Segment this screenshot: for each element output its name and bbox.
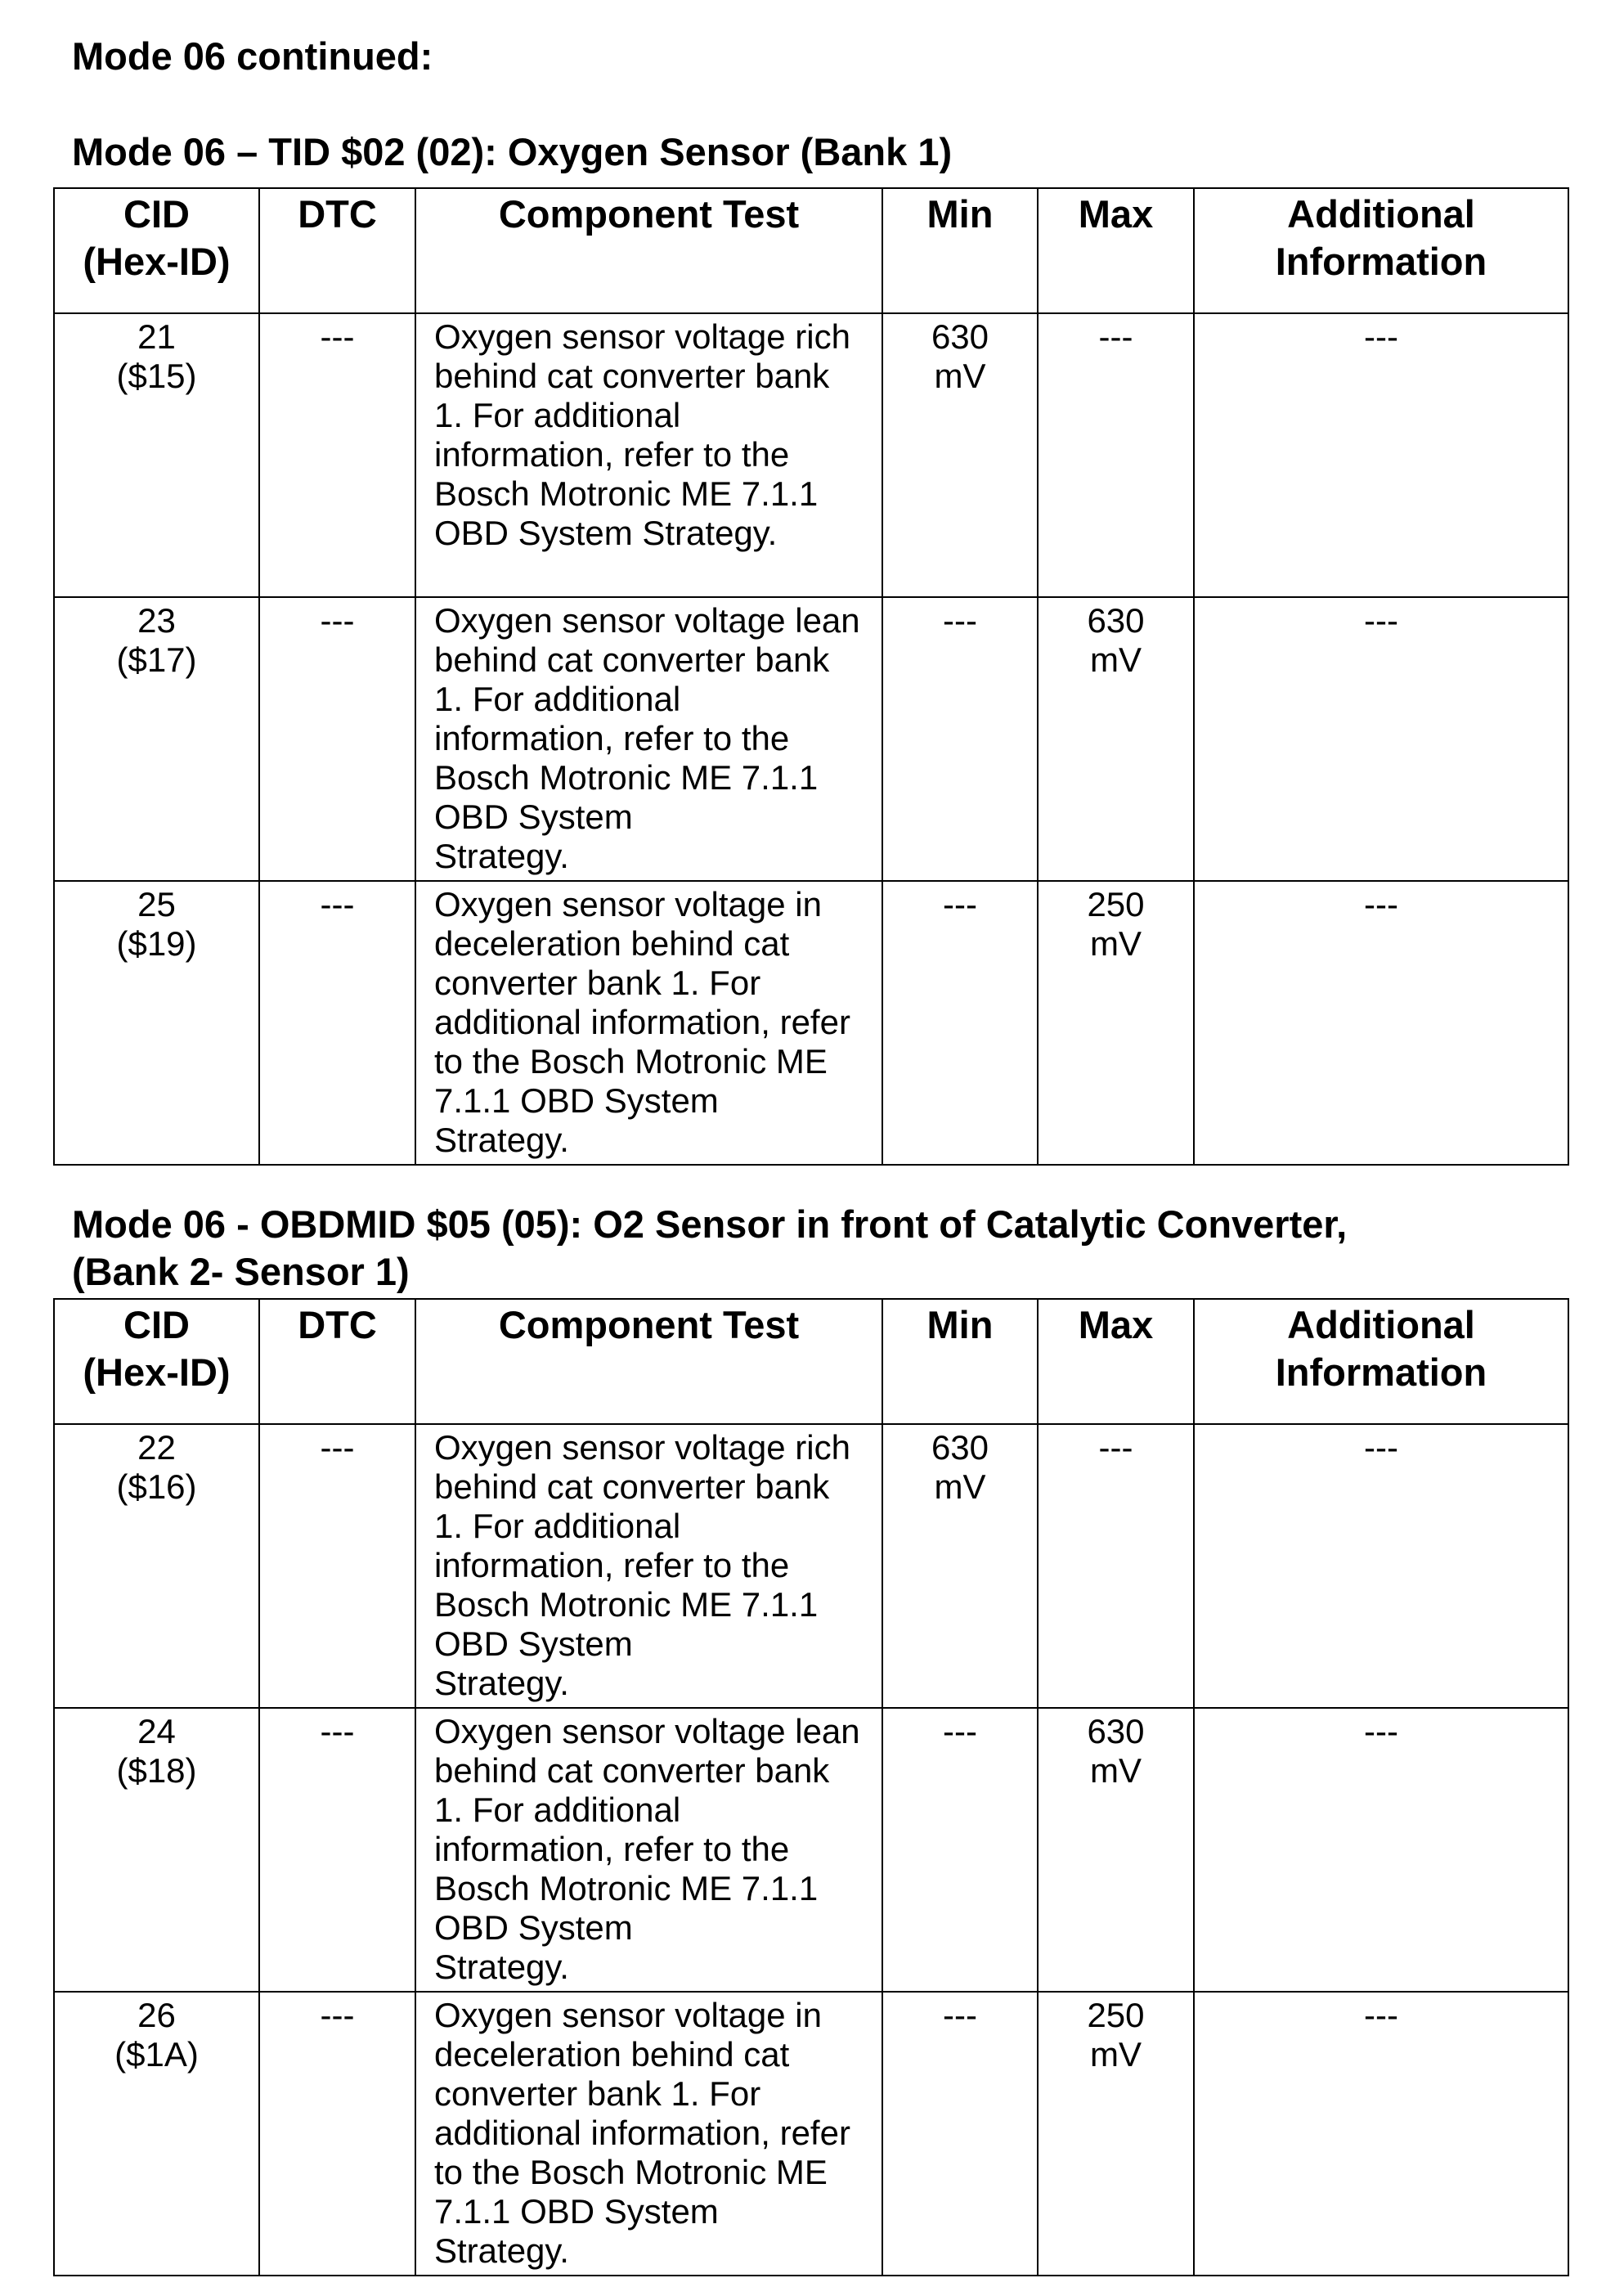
cell-line: Oxygen sensor voltage lean <box>434 1712 860 1750</box>
cell-line: 1. For additional <box>434 1791 681 1829</box>
max-cell <box>1038 881 1194 1165</box>
cell-line: 1. For additional <box>434 1507 681 1545</box>
cell-line: Oxygen sensor voltage in <box>434 1996 822 2034</box>
cell-line: behind cat converter bank <box>434 640 830 679</box>
component-test-cell <box>415 313 882 597</box>
cell-line: Strategy. <box>434 837 569 875</box>
dtc-cell: --- <box>259 1424 415 1708</box>
cell-line: information, refer to the <box>434 719 790 757</box>
table-row <box>54 881 1568 1165</box>
header-cid: CID (Hex-ID) <box>54 1299 259 1424</box>
dtc-cell: --- <box>259 881 415 1165</box>
table-row <box>54 1992 1568 2276</box>
header-cid: CID (Hex-ID) <box>54 188 259 313</box>
cid-cell <box>54 1424 259 1708</box>
header-component-test: Component Test <box>415 1299 882 1424</box>
cell-line: 7.1.1 OBD System <box>434 2192 719 2231</box>
cell-line: Oxygen sensor voltage lean <box>434 601 860 640</box>
table-1-body <box>54 313 1568 1165</box>
header-max: Max <box>1038 1299 1194 1424</box>
cell-line: Strategy. <box>434 1664 569 1702</box>
cell-line: ($19) <box>116 924 197 963</box>
cell-line: --- <box>1098 1428 1133 1467</box>
cell-line: 630 <box>931 1428 989 1467</box>
component-test-cell <box>415 1708 882 1992</box>
cell-line: --- <box>943 601 977 640</box>
cell-line: mV <box>1090 1751 1142 1790</box>
table-1-title <box>72 128 952 176</box>
cell-line: Strategy. <box>434 1121 569 1159</box>
cell-line: mV <box>1090 640 1142 679</box>
cell-line: deceleration behind cat <box>434 924 790 963</box>
table-2-title <box>72 1201 1347 1296</box>
cell-line: OBD System <box>434 798 633 836</box>
max-cell <box>1038 1992 1194 2276</box>
cell-line: Oxygen sensor voltage rich <box>434 317 850 356</box>
cell-line: Bosch Motronic ME 7.1.1 <box>434 758 819 797</box>
cell-line: behind cat converter bank <box>434 1467 830 1506</box>
header-additional-information: Additional Information <box>1194 188 1568 313</box>
cell-line: information, refer to the <box>434 435 790 474</box>
cell-line: mV <box>934 1467 986 1506</box>
cell-line: 630 <box>931 317 989 356</box>
cell-line: behind cat converter bank <box>434 1751 830 1790</box>
component-test-cell <box>415 1424 882 1708</box>
header-min: Min <box>882 188 1038 313</box>
dtc-cell: --- <box>259 1992 415 2276</box>
header-row <box>54 1299 1568 1424</box>
cell-line: 630 <box>1087 601 1145 640</box>
cell-line: OBD System <box>434 1908 633 1947</box>
cell-line: 630 <box>1087 1712 1145 1750</box>
cell-line: 23 <box>137 601 176 640</box>
cid-cell <box>54 1708 259 1992</box>
additional-information-cell: --- <box>1194 313 1568 597</box>
table-2 <box>53 1298 1569 2276</box>
cell-line: ($16) <box>116 1467 197 1506</box>
cell-line: OBD System Strategy. <box>434 514 778 552</box>
cell-line: 7.1.1 OBD System <box>434 1081 719 1120</box>
cell-line: to the Bosch Motronic ME <box>434 2153 828 2191</box>
additional-information-cell: --- <box>1194 1708 1568 1992</box>
cell-line: additional information, refer <box>434 1003 850 1041</box>
cell-line: 26 <box>137 1996 176 2034</box>
title-line: Mode 06 – TID $02 (02): Oxygen Sensor (Bank 1) <box>72 130 953 173</box>
cell-line: 250 <box>1087 1996 1145 2034</box>
cell-line: Strategy. <box>434 2231 569 2270</box>
cell-line: Bosch Motronic ME 7.1.1 <box>434 1869 819 1907</box>
cell-line: deceleration behind cat <box>434 2035 790 2074</box>
cell-line: 21 <box>137 317 176 356</box>
cell-line: to the Bosch Motronic ME <box>434 1042 828 1081</box>
cell-line: 1. For additional <box>434 680 681 718</box>
table-row <box>54 313 1568 597</box>
table-row <box>54 1708 1568 1992</box>
cell-line: --- <box>943 1712 977 1750</box>
title-line: Mode 06 - OBDMID $05 (05): O2 Sensor in front of Catalytic Converter, <box>72 1202 1348 1246</box>
dtc-cell: --- <box>259 313 415 597</box>
dtc-cell: --- <box>259 1708 415 1992</box>
cell-line: --- <box>943 885 977 923</box>
header-dtc: DTC <box>259 1299 415 1424</box>
cell-line: ($1A) <box>114 2035 199 2074</box>
cell-line: information, refer to the <box>434 1546 790 1584</box>
max-cell <box>1038 1708 1194 1992</box>
cell-line: Oxygen sensor voltage in <box>434 885 822 923</box>
dtc-cell: --- <box>259 597 415 881</box>
max-cell <box>1038 597 1194 881</box>
max-cell <box>1038 1424 1194 1708</box>
header-max: Max <box>1038 188 1194 313</box>
cell-line: 24 <box>137 1712 176 1750</box>
min-cell <box>882 881 1038 1165</box>
cid-cell <box>54 1992 259 2276</box>
min-cell <box>882 597 1038 881</box>
additional-information-cell: --- <box>1194 1992 1568 2276</box>
cell-line: 1. For additional <box>434 396 681 434</box>
min-cell <box>882 1424 1038 1708</box>
cid-cell <box>54 881 259 1165</box>
cell-line: additional information, refer <box>434 2114 850 2152</box>
cell-line: 250 <box>1087 885 1145 923</box>
table-2-body <box>54 1424 1568 2276</box>
cell-line: ($15) <box>116 357 197 395</box>
page-heading: Mode 06 continued: <box>72 34 433 78</box>
cell-line: converter bank 1. For <box>434 2074 761 2113</box>
cid-cell <box>54 597 259 881</box>
cell-line: ($17) <box>116 640 197 679</box>
header-dtc: DTC <box>259 188 415 313</box>
max-cell <box>1038 313 1194 597</box>
header-min: Min <box>882 1299 1038 1424</box>
cell-line: behind cat converter bank <box>434 357 830 395</box>
component-test-cell <box>415 597 882 881</box>
header-additional-information: Additional Information <box>1194 1299 1568 1424</box>
table-row <box>54 1424 1568 1708</box>
cell-line: ($18) <box>116 1751 197 1790</box>
cell-line: information, refer to the <box>434 1830 790 1868</box>
min-cell <box>882 313 1038 597</box>
cell-line: Oxygen sensor voltage rich <box>434 1428 850 1467</box>
cell-line: 22 <box>137 1428 176 1467</box>
min-cell <box>882 1708 1038 1992</box>
additional-information-cell: --- <box>1194 1424 1568 1708</box>
cell-line: --- <box>1098 317 1133 356</box>
cell-line: mV <box>1090 924 1142 963</box>
cell-line: 25 <box>137 885 176 923</box>
header-row <box>54 188 1568 313</box>
cell-line: Bosch Motronic ME 7.1.1 <box>434 1585 819 1624</box>
component-test-cell <box>415 881 882 1165</box>
table-1 <box>53 187 1569 1166</box>
cell-line: OBD System <box>434 1624 633 1663</box>
cell-line: --- <box>943 1996 977 2034</box>
additional-information-cell: --- <box>1194 881 1568 1165</box>
cell-line: converter bank 1. For <box>434 964 761 1002</box>
table-row <box>54 597 1568 881</box>
component-test-cell <box>415 1992 882 2276</box>
additional-information-cell: --- <box>1194 597 1568 881</box>
cid-cell <box>54 313 259 597</box>
cell-line: Strategy. <box>434 1948 569 1986</box>
cell-line: Bosch Motronic ME 7.1.1 <box>434 474 819 513</box>
min-cell <box>882 1992 1038 2276</box>
cell-line: mV <box>1090 2035 1142 2074</box>
title-line: (Bank 2- Sensor 1) <box>72 1250 410 1293</box>
cell-line: mV <box>934 357 986 395</box>
header-component-test: Component Test <box>415 188 882 313</box>
